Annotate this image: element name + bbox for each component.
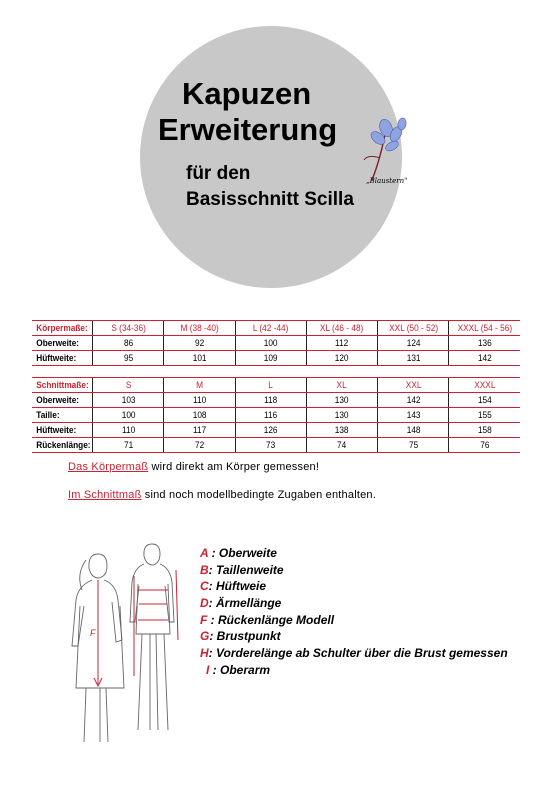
table-cell: 95 bbox=[95, 351, 161, 366]
table-cell: 100 bbox=[95, 408, 161, 423]
legend-item bbox=[200, 596, 508, 613]
title-line-1: Kapuzen bbox=[182, 76, 312, 111]
table-cell: 126 bbox=[238, 423, 304, 438]
column-header: S (34-36) bbox=[95, 321, 161, 336]
column-header: M bbox=[167, 378, 233, 393]
table-cell: 112 bbox=[309, 336, 375, 351]
note-highlight: Im Schnittmaß bbox=[68, 489, 142, 501]
table-cell: 101 bbox=[167, 351, 233, 366]
table-cell: 124 bbox=[380, 336, 446, 351]
table-cell: 120 bbox=[309, 351, 375, 366]
subtitle-line-1: für den bbox=[186, 163, 251, 184]
legend-text: : Taillenweite bbox=[208, 562, 284, 577]
column-header: Körpermaße: bbox=[34, 321, 90, 336]
table-cell: 155 bbox=[452, 408, 518, 423]
legend-key: C bbox=[200, 579, 209, 594]
table-row bbox=[32, 393, 520, 408]
legend-item bbox=[200, 629, 508, 646]
table-cell: 100 bbox=[238, 336, 304, 351]
column-header: Schnittmaße: bbox=[34, 378, 90, 393]
title-line-2: Erweiterung bbox=[158, 112, 338, 147]
legend-item bbox=[200, 663, 508, 680]
column-header: XXXL (54 - 56) bbox=[452, 321, 518, 336]
table-cell: 116 bbox=[238, 408, 304, 423]
column-header: XXXL bbox=[452, 378, 518, 393]
table-cell: 103 bbox=[95, 393, 161, 408]
legend-item bbox=[200, 563, 508, 580]
legend-text: : Hüftweie bbox=[208, 579, 267, 594]
table-cell: 158 bbox=[452, 423, 518, 438]
table-cell: 92 bbox=[167, 336, 233, 351]
table-cell: 154 bbox=[452, 393, 518, 408]
legend-text: : Brustpunkt bbox=[209, 629, 281, 644]
body-measurements-table bbox=[32, 320, 520, 366]
column-header: L bbox=[238, 378, 304, 393]
column-header: XXL (50 - 52) bbox=[380, 321, 446, 336]
table-cell: 108 bbox=[167, 408, 233, 423]
row-label: Hüftweite: bbox=[34, 423, 90, 438]
table-cell: 143 bbox=[380, 408, 446, 423]
note-text: sind noch modellbedingte Zugaben enthalten. bbox=[141, 489, 376, 501]
column-header: XL (46 - 48) bbox=[309, 321, 375, 336]
table-cell: 110 bbox=[95, 423, 161, 438]
table-cell: 138 bbox=[309, 423, 375, 438]
table-row bbox=[32, 408, 520, 423]
column-header: M (38 -40) bbox=[167, 321, 233, 336]
logo-signature: „Blaustern" bbox=[366, 177, 408, 185]
legend-text: : Vorderelänge ab Schulter über die Brust gemessen bbox=[208, 646, 508, 661]
table-cell: 86 bbox=[95, 336, 161, 351]
row-label: Taille: bbox=[34, 408, 90, 423]
table-cell: 75 bbox=[380, 438, 446, 453]
table-row bbox=[32, 351, 520, 366]
legend-key: H bbox=[200, 646, 209, 661]
table-cell: 136 bbox=[452, 336, 518, 351]
table-cell: 73 bbox=[238, 438, 304, 453]
table-cell: 74 bbox=[309, 438, 375, 453]
legend-item bbox=[200, 546, 508, 563]
row-label: Hüftweite: bbox=[34, 351, 90, 366]
table-cell: 142 bbox=[452, 351, 518, 366]
row-label: Rückenlänge: bbox=[34, 438, 90, 453]
legend-text: : Ärmellänge bbox=[208, 596, 282, 611]
legend-text: : Oberweite bbox=[208, 546, 277, 560]
legend-key: D bbox=[200, 596, 209, 611]
table-row bbox=[32, 423, 520, 438]
table-cell: 148 bbox=[380, 423, 446, 438]
table-cell: 130 bbox=[309, 393, 375, 408]
table-cell: 118 bbox=[238, 393, 304, 408]
table-cell: 71 bbox=[95, 438, 161, 453]
legend-item bbox=[200, 613, 508, 630]
measurement-figure-illustration bbox=[64, 540, 194, 750]
legend-key: I bbox=[206, 662, 210, 677]
legend-key: A bbox=[200, 546, 209, 560]
column-header: S bbox=[95, 378, 161, 393]
table-row bbox=[32, 336, 520, 351]
column-header: L (42 -44) bbox=[238, 321, 304, 336]
table-header-row bbox=[32, 321, 520, 336]
table-cell: 131 bbox=[380, 351, 446, 366]
table-row bbox=[32, 438, 520, 453]
row-label: Oberweite: bbox=[34, 336, 90, 351]
table-cell: 110 bbox=[167, 393, 233, 408]
legend-item bbox=[200, 579, 508, 596]
note-highlight: Das Körpermaß bbox=[68, 461, 149, 473]
row-label: Oberweite: bbox=[34, 393, 90, 408]
legend-key: B bbox=[200, 562, 209, 577]
table-cell: 117 bbox=[167, 423, 233, 438]
pattern-measurements-table bbox=[32, 377, 520, 453]
table-cell: 72 bbox=[167, 438, 233, 453]
table-cell: 76 bbox=[452, 438, 518, 453]
body-measure-note bbox=[68, 461, 319, 473]
note-text: wird direkt am Körper gemessen! bbox=[148, 461, 320, 473]
legend-key: G bbox=[200, 629, 210, 644]
table-cell: 142 bbox=[380, 393, 446, 408]
legend-item bbox=[200, 646, 508, 663]
column-header: XXL bbox=[380, 378, 446, 393]
legend-text: : Oberarm bbox=[209, 662, 271, 677]
legend-text: : Rückenlänge Modell bbox=[207, 612, 335, 627]
pattern-measure-note bbox=[68, 489, 376, 501]
legend-key: F bbox=[200, 612, 208, 627]
subtitle-line-2: Basisschnitt Scilla bbox=[186, 189, 354, 210]
figure-label-f: F bbox=[90, 628, 96, 638]
table-header-row bbox=[32, 378, 520, 393]
table-cell: 130 bbox=[309, 408, 375, 423]
table-cell: 109 bbox=[238, 351, 304, 366]
column-header: XL bbox=[309, 378, 375, 393]
measurement-legend bbox=[200, 546, 508, 680]
